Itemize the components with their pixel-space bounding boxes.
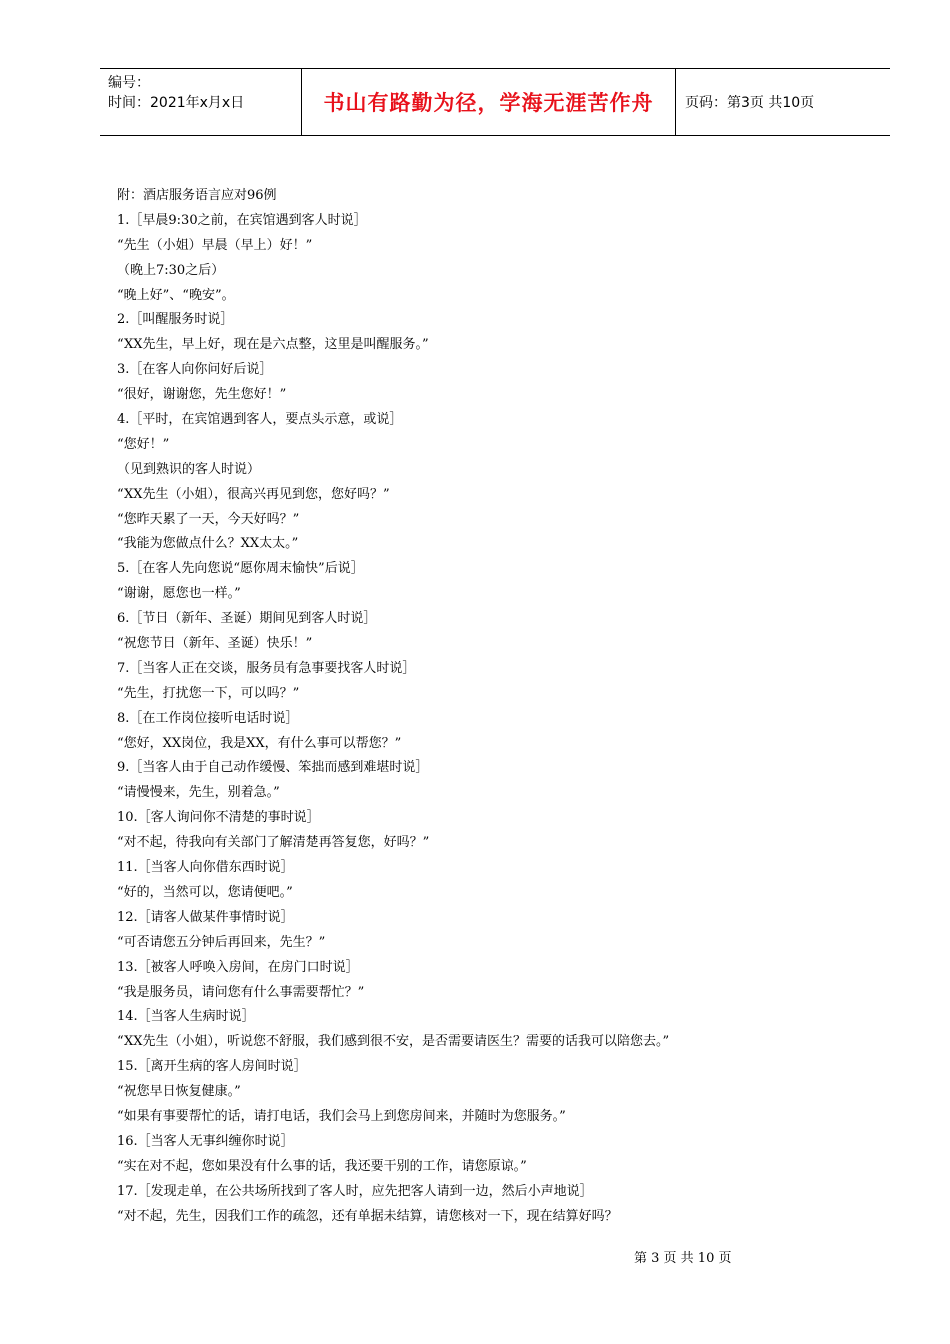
text-line: 15.［离开生病的客人房间时说］ (117, 1059, 307, 1075)
text-line: 5.［在客人先向您说“愿你周末愉快”后说］ (117, 561, 364, 577)
text-line: “可否请您五分钟后再回来，先生？” (117, 934, 326, 950)
text-line: “对不起，待我向有关部门了解清楚再答复您，好吗？” (117, 835, 430, 851)
text-line: “谢谢，愿您也一样。” (117, 586, 241, 602)
text-line: 13.［被客人呼唤入房间，在房门口时说］ (117, 959, 359, 975)
text-line: “如果有事要帮忙的话，请打电话，我们会马上到您房间来，并随时为您服务。” (117, 1108, 566, 1124)
text-line: （晚上7:30之后） (117, 262, 225, 278)
text-line: 16.［当客人无事纠缠你时说］ (117, 1133, 294, 1149)
text-line: 7.［当客人正在交谈，服务员有急事要找客人时说］ (117, 660, 416, 676)
text-line: 8.［在工作岗位接听电话时说］ (117, 710, 299, 726)
text-line: “先生，打扰您一下，可以吗？” (117, 685, 300, 701)
text-line: “我能为您做点什么？XX太太。” (117, 536, 299, 552)
text-line: 14.［当客人生病时说］ (117, 1009, 255, 1025)
text-line: 2.［叫醒服务时说］ (117, 312, 234, 328)
text-line: “您好，XX岗位，我是XX，有什么事可以帮您？” (117, 735, 402, 751)
text-line: 4.［平时，在宾馆遇到客人，要点头示意，或说］ (117, 412, 403, 428)
text-line: （见到熟识的客人时说） (117, 461, 261, 477)
text-line: “祝您早日恢复健康。” (117, 1084, 241, 1100)
text-line: “您好！” (117, 436, 170, 452)
document-body (117, 184, 897, 1229)
text-line: “您昨天累了一天，今天好吗？” (117, 511, 300, 527)
text-line: “祝您节日（新年、圣诞）快乐！” (117, 636, 313, 652)
header-page-number: 页码：第3页 共10页 (685, 95, 815, 111)
header-divider (675, 69, 676, 135)
text-line: “先生（小姐）早晨（早上）好！” (117, 237, 313, 253)
text-line: “对不起，先生，因我们工作的疏忽，还有单据未结算，请您核对一下，现在结算好吗？ (117, 1208, 618, 1224)
text-line: “晚上好”、“晚安”。 (117, 287, 235, 303)
page-header (100, 68, 890, 136)
number-label: 编号： (108, 75, 150, 91)
text-line: 10.［客人询问你不清楚的事时说］ (117, 810, 320, 826)
text-line: 9.［当客人由于自己动作缓慢、笨拙而感到难堪时说］ (117, 760, 429, 776)
text-line: 17.［发现走单，在公共场所找到了客人时，应先把客人请到一边，然后小声地说］ (117, 1183, 593, 1199)
text-line: “实在对不起，您如果没有什么事的话，我还要干别的工作，请您原谅。” (117, 1158, 527, 1174)
text-line: 6.［节日（新年、圣诞）期间见到客人时说］ (117, 611, 377, 627)
text-line: “请慢慢来，先生，别着急。” (117, 785, 280, 801)
text-line: 附：酒店服务语言应对96例 (117, 188, 277, 203)
text-line: “我是服务员，请问您有什么事需要帮忙？” (117, 984, 365, 1000)
text-line: “XX先生（小姐），很高兴再见到您，您好吗？” (117, 486, 390, 502)
header-motto: 书山有路勤为径，学海无涯苦作舟 (323, 91, 654, 115)
time-label: 时间：2021年x月x日 (108, 95, 245, 111)
text-line: “好的，当然可以，您请便吧。” (117, 884, 293, 900)
text-line: 1.［早晨9:30之前，在宾馆遇到客人时说］ (117, 212, 367, 228)
text-line: 11.［当客人向你借东西时说］ (117, 860, 294, 876)
page-footer: 第 3 页 共 10 页 (634, 1251, 732, 1266)
text-line: “很好，谢谢您，先生您好！” (117, 387, 287, 403)
text-line: 12.［请客人做某件事情时说］ (117, 909, 294, 925)
text-line: “XX先生，早上好，现在是六点整，这里是叫醒服务。” (117, 337, 429, 353)
header-meta (108, 73, 244, 113)
text-line: “XX先生（小姐），听说您不舒服，我们感到很不安，是否需要请医生？需要的话我可以陪您去。” (117, 1034, 670, 1050)
text-line: 3.［在客人向你问好后说］ (117, 362, 273, 378)
